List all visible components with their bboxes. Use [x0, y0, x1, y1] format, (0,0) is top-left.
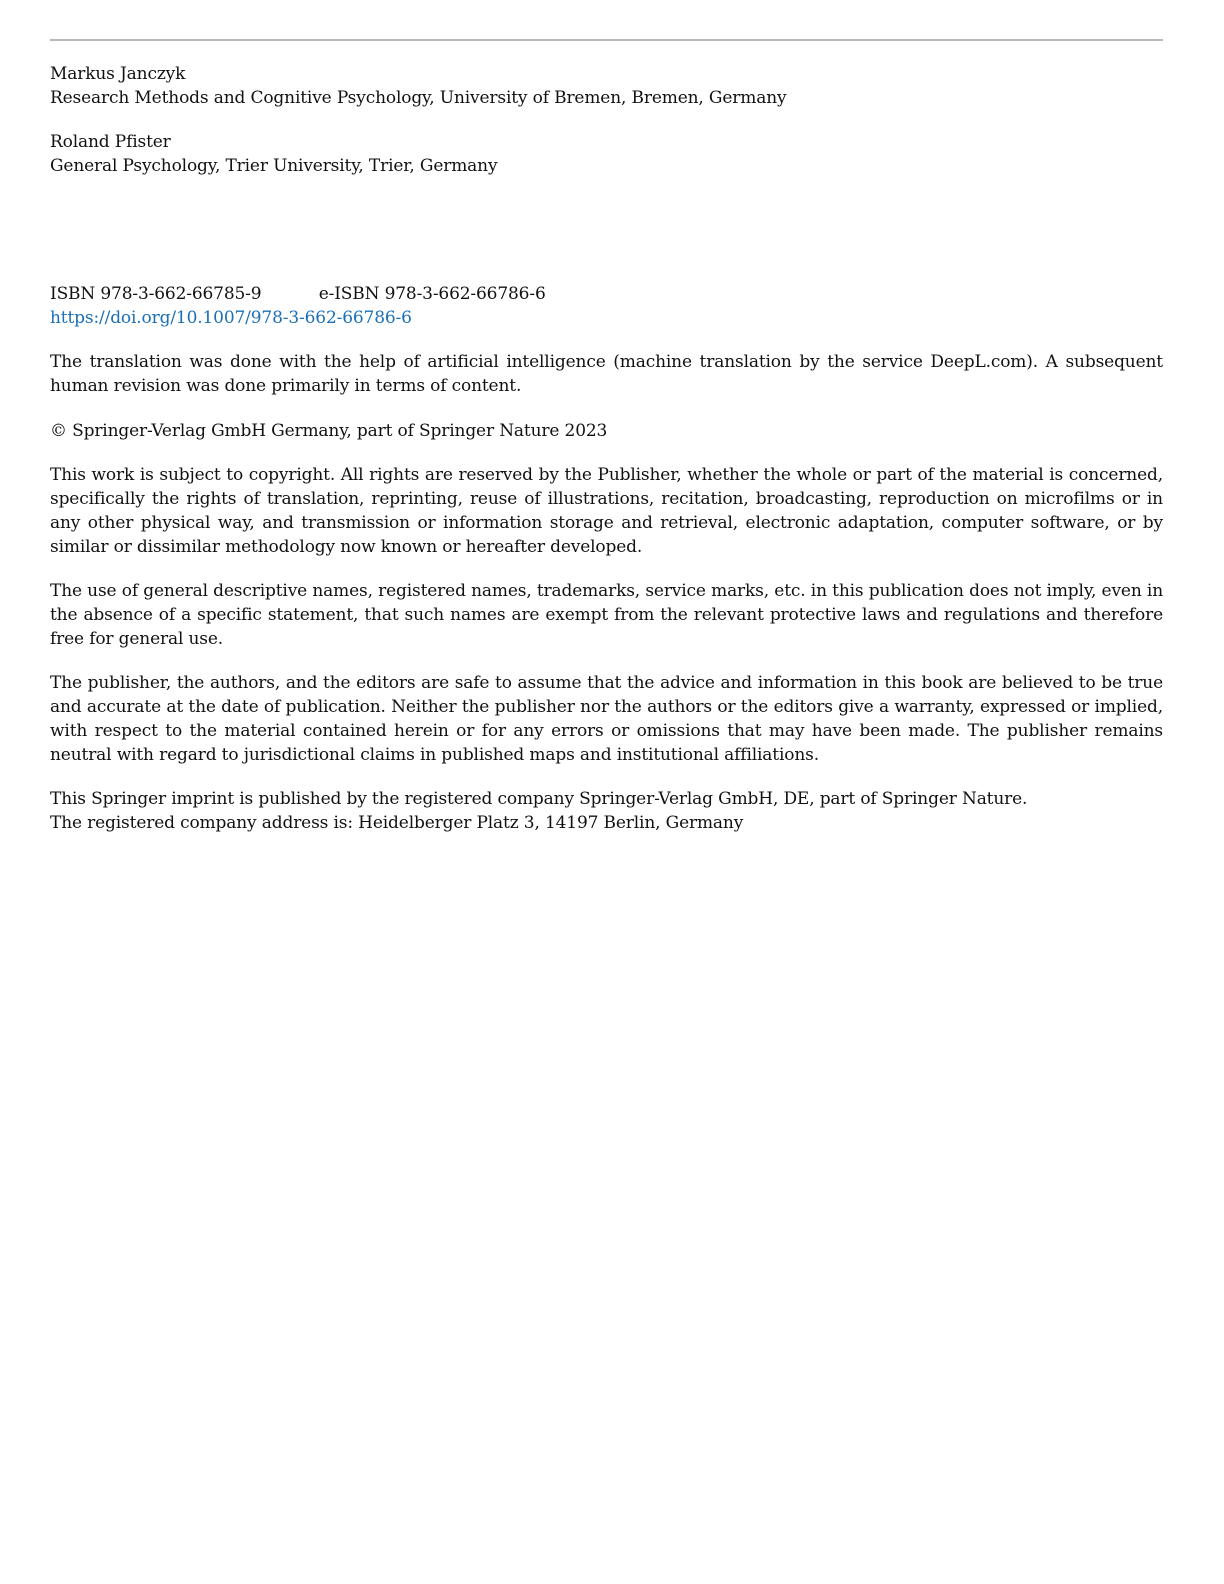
imprint-block [50, 787, 1163, 835]
electronic-isbn: e-ISBN 978-3-662-66786-6 [318, 284, 546, 304]
author-block-pfister [50, 130, 1163, 178]
isbn-block [50, 282, 1163, 330]
translation-note: The translation was done with the help of artificial intelligence (machine translation by the service DeepL.com). A subsequent human revision was done primarily in terms of content. [50, 352, 1163, 396]
author-name: Roland Pfister [50, 132, 171, 152]
imprint-address: The registered company address is: Heidelberger Platz 3, 14197 Berlin, Germany [50, 813, 744, 833]
author-name: Markus Janczyk [50, 64, 186, 84]
imprint-company: This Springer imprint is published by the registered company Springer-Verlag GmbH, DE, part of Springer Nature. [50, 789, 1028, 809]
author-block-janczyk [50, 62, 1163, 110]
doi-link[interactable]: https://doi.org/10.1007/978-3-662-66786-6 [50, 308, 412, 328]
author-affiliation: Research Methods and Cognitive Psychology, University of Bremen, Bremen, Germany [50, 88, 787, 108]
author-affiliation: General Psychology, Trier University, Trier, Germany [50, 156, 498, 176]
general-names-paragraph: The use of general descriptive names, registered names, trademarks, service marks, etc. in this publication does not imply, even in the absence of a specific statement, that such names are exempt from the relevant protective laws and regulations and therefore free for general use. [50, 581, 1163, 649]
copyright-notice: © Springer-Verlag GmbH Germany, part of Springer Nature 2023 [50, 421, 608, 441]
top-rule [50, 39, 1163, 41]
print-isbn: ISBN 978-3-662-66785-9 [50, 284, 262, 304]
publisher-disclaimer-paragraph: The publisher, the authors, and the editors are safe to assume that the advice and information in this book are believed to be true and accurate at the date of publication. Neither the publisher nor the authors or the editors give a warranty, expressed or implied, with respect to the material contained herein or for any errors or omissions that may have been made. The publisher remains neutral with regard to jurisdictional claims in published maps and institutional affiliations. [50, 673, 1163, 765]
rights-reserved-paragraph: This work is subject to copyright. All rights are reserved by the Publisher, whether the whole or part of the material is concerned, specifically the rights of translation, reprinting, reuse of illustrations, recitation, broadcasting, reproduction on microfilms or in any other physical way, and transmission or information storage and retrieval, electronic adaptation, computer software, or by similar or dissimilar methodology now known or hereafter developed. [50, 465, 1163, 557]
isbn-row [50, 282, 1163, 306]
